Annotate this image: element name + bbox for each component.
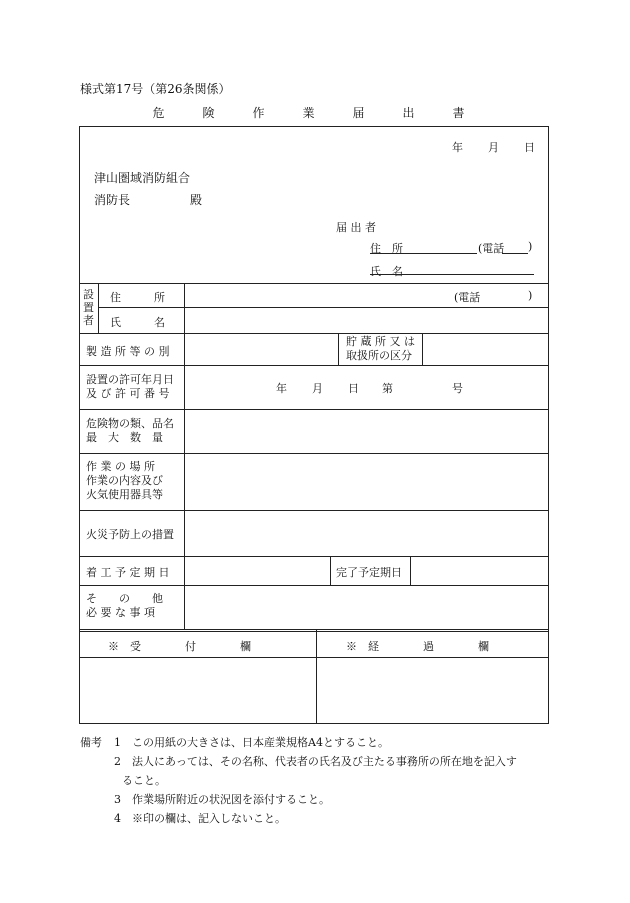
note-4-num: 4	[114, 812, 121, 825]
phone-close-label: )	[528, 240, 533, 253]
fire-prevention-label: 火災予防上の措置	[86, 528, 174, 541]
phone-underline	[502, 253, 528, 254]
date-month-label: 月	[488, 141, 499, 154]
facility-type-label: 製 造 所 等 の 別	[86, 345, 170, 358]
addressee-suffix: 殿	[190, 193, 203, 207]
address-underline	[370, 253, 477, 254]
note-2-text: 法人にあっては、その名称、代表者の氏名及び主たる事務所の所在地を記入す	[132, 755, 517, 768]
form-number: 様式第17号（第26条関係）	[80, 82, 231, 96]
permit-day-label: 日	[348, 382, 359, 395]
permit-label-line1: 設置の許可年月日	[86, 373, 174, 386]
installer-phone-close: )	[528, 289, 533, 302]
start-date-label: 着 工 予 定 期 日	[86, 566, 170, 579]
work-label-line2: 作業の内容及び	[86, 474, 163, 487]
notes-prefix: 備考	[80, 736, 102, 749]
date-day-label: 日	[524, 141, 535, 154]
installer-label: 設置者	[83, 288, 94, 327]
completion-date-label: 完了予定期日	[336, 566, 402, 579]
notes-section	[80, 733, 517, 828]
progress-column-header: ※ 経 過 欄	[346, 640, 489, 653]
note-1-num: 1	[114, 736, 121, 749]
addressee-title: 消防長	[94, 193, 131, 207]
installer-name-label: 氏 名	[110, 316, 165, 329]
phone-open-label: (電話	[478, 242, 505, 255]
address-label: 住 所	[370, 242, 403, 255]
addressee-org: 津山圏域消防組合	[94, 171, 191, 185]
applicant-label: 届 出 者	[336, 221, 376, 234]
note-2-continuation: ること。	[122, 774, 166, 787]
application-form-table	[79, 126, 549, 724]
note-1-text: この用紙の大きさは、日本産業規格A4とすること。	[132, 736, 389, 749]
name-underline	[370, 274, 534, 275]
date-year-label: 年	[452, 141, 463, 154]
work-label-line3: 火気使用器具等	[86, 488, 163, 501]
note-3-text: 作業場所附近の状況図を添付すること。	[132, 793, 330, 806]
hazmat-label-line1: 危険物の類、品名	[86, 417, 174, 430]
note-4-text: ※印の欄は、記入しないこと。	[132, 812, 286, 825]
note-3-num: 3	[114, 793, 121, 806]
permit-no-label: 第	[382, 382, 393, 395]
installer-address-label: 住 所	[110, 291, 165, 304]
permit-month-label: 月	[312, 382, 323, 395]
permit-year-label: 年	[276, 382, 287, 395]
permit-label-line2: 及 び 許 可 番 号	[86, 387, 170, 400]
other-label-line1: そ の 他	[86, 592, 163, 605]
reception-column-header: ※ 受 付 欄	[108, 640, 251, 653]
hazmat-label-line2: 最 大 数 量	[86, 431, 163, 444]
note-2-num: 2	[114, 755, 121, 768]
permit-go-label: 号	[452, 382, 463, 395]
form-title: 危 険 作 業 届 出 書	[152, 106, 478, 120]
installer-phone-open: (電話	[454, 291, 481, 304]
storage-label-line1: 貯 蔵 所 又 は	[346, 335, 415, 348]
name-label: 氏 名	[370, 265, 403, 278]
other-label-line2: 必 要 な 事 項	[86, 606, 155, 619]
work-label-line1: 作 業 の 場 所	[86, 460, 155, 473]
storage-label-line2: 取扱所の区分	[346, 349, 412, 362]
